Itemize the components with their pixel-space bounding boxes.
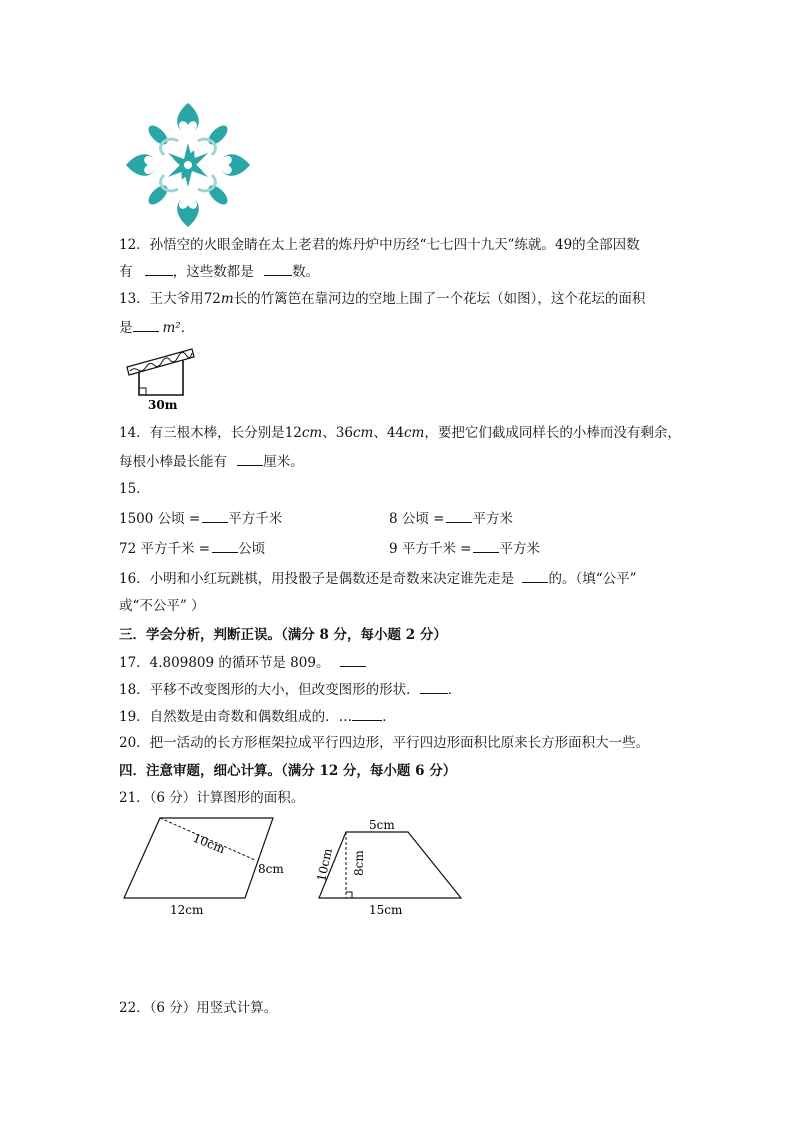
question-13-line-2 xyxy=(119,317,194,338)
answer-blank[interactable] xyxy=(145,261,173,276)
q14-unit-3: cm xyxy=(404,425,425,441)
q14-unit-1: cm xyxy=(301,425,323,441)
q15-item-b xyxy=(389,508,513,529)
q13-area-unit: m² xyxy=(162,320,181,336)
q14-text-c: 每根小棒最长能有 xyxy=(119,454,227,470)
question-19 xyxy=(119,706,396,727)
figure-label-30m: 30m xyxy=(148,398,178,411)
trapezoid-figure xyxy=(305,812,465,920)
q13-text-a: 13．王大爷用 xyxy=(119,291,204,307)
q15-b-left: 8 公顷 = xyxy=(389,511,445,527)
q14-text-d: 厘米。 xyxy=(263,454,304,470)
q15-c-left: 72 平方千米 = xyxy=(119,541,211,557)
answer-blank[interactable] xyxy=(420,679,448,694)
answer-blank[interactable] xyxy=(522,568,548,583)
trap-top-label: 5cm xyxy=(369,818,395,832)
trap-height-label: 8cm xyxy=(352,850,366,876)
q18-end: ． xyxy=(447,682,462,698)
q16-text-a: 16．小明和小红玩跳棋，用投骰子是偶数还是奇数来决定谁先走是 xyxy=(119,571,515,587)
question-12-line-1: 12．孙悟空的火眼金睛在太上老君的炼丹炉中历经“七七四十九天”练就。49的全部因数 xyxy=(119,237,640,253)
question-17 xyxy=(119,652,366,673)
q14-separator-2: 、 xyxy=(373,425,387,441)
answer-blank[interactable] xyxy=(202,508,228,523)
answer-blank[interactable] xyxy=(133,317,159,332)
q14-value-3: 44 xyxy=(386,425,404,441)
q15-a-left: 1500 公顷 = xyxy=(119,511,201,527)
question-20: 20．把一活动的长方形框架拉成平行四边形，平行四边形面积比原来长方形面积大一些。 xyxy=(119,735,650,751)
trap-bottom-label: 15cm xyxy=(369,903,403,917)
q18-text: 18．平移不改变图形的大小，但改变图形的形状． xyxy=(119,682,420,698)
q15-item-d xyxy=(389,538,540,559)
q13-unit: m xyxy=(220,291,234,307)
q13-number: 72 xyxy=(203,291,221,307)
q17-text: 17．4.809809 的循环节是 809。 xyxy=(119,655,330,671)
section-4-heading: 四．注意审题，细心计算。（满分 12 分，每小题 6 分） xyxy=(119,763,457,779)
q14-value-1: 12 xyxy=(284,425,302,441)
q14-separator-1: 、 xyxy=(322,425,336,441)
q14-value-2: 36 xyxy=(335,425,353,441)
q13-text-b: 长的竹篱笆在靠河边的空地上围了一个花坛（如图），这个花坛的面积 xyxy=(233,291,646,307)
q15-item-c xyxy=(119,538,265,559)
question-16-line-1 xyxy=(119,568,637,589)
q16-text-b: 的。（填“公平” xyxy=(548,571,637,587)
ornament-image xyxy=(123,100,253,230)
question-13-line-1 xyxy=(119,289,645,309)
q12-text-a: 有 xyxy=(119,264,133,280)
q15-a-right: 平方千米 xyxy=(228,511,283,527)
answer-blank[interactable] xyxy=(340,652,366,667)
q15-d-right: 平方米 xyxy=(499,541,540,557)
q19-text: 19．自然数是由奇数和偶数组成的．… xyxy=(119,709,353,725)
question-14-line-2 xyxy=(119,451,304,472)
q13-text-d: ． xyxy=(180,320,195,336)
q14-unit-2: cm xyxy=(352,425,374,441)
answer-blank[interactable] xyxy=(264,261,292,276)
question-21: 21．（6 分）计算图形的面积。 xyxy=(119,790,305,806)
flower-bed-figure xyxy=(122,345,202,411)
q15-c-right: 公顷 xyxy=(238,541,266,557)
section-3-heading: 三．学会分析，判断正误。（满分 8 分，每小题 2 分） xyxy=(119,627,447,643)
question-15-number: 15． xyxy=(119,481,150,497)
q12-text-c: 数。 xyxy=(292,264,320,280)
q15-d-left: 9 平方千米 = xyxy=(389,541,472,557)
q14-text-a: 14．有三根木棒，长分别是 xyxy=(119,425,285,441)
answer-blank[interactable] xyxy=(446,508,472,523)
question-22: 22．（6 分）用竖式计算。 xyxy=(119,1000,278,1016)
answer-blank[interactable] xyxy=(473,538,499,553)
q15-item-a xyxy=(119,508,282,529)
question-18 xyxy=(119,679,461,700)
q15-b-right: 平方米 xyxy=(472,511,513,527)
question-16-line-2: 或“不公平” ） xyxy=(119,598,205,614)
answer-blank[interactable] xyxy=(212,538,238,553)
q12-text-b: ，这些数都是 xyxy=(172,264,254,280)
trap-side-label: 10cm xyxy=(314,847,335,883)
question-14-line-1 xyxy=(119,423,681,443)
q13-text-c: 是 xyxy=(119,320,133,336)
parallelogram-figure xyxy=(120,810,295,918)
answer-blank[interactable] xyxy=(237,451,263,466)
para-base-label: 12cm xyxy=(170,903,204,917)
question-12-line-2 xyxy=(119,261,319,282)
para-diagonal-label: 10cm xyxy=(190,830,228,857)
para-height-label: 8cm xyxy=(258,862,284,876)
q14-text-b: ，要把它们截成同样长的小棒而没有剩余， xyxy=(424,425,681,441)
q19-end: ． xyxy=(382,709,396,725)
answer-blank[interactable] xyxy=(352,706,382,721)
